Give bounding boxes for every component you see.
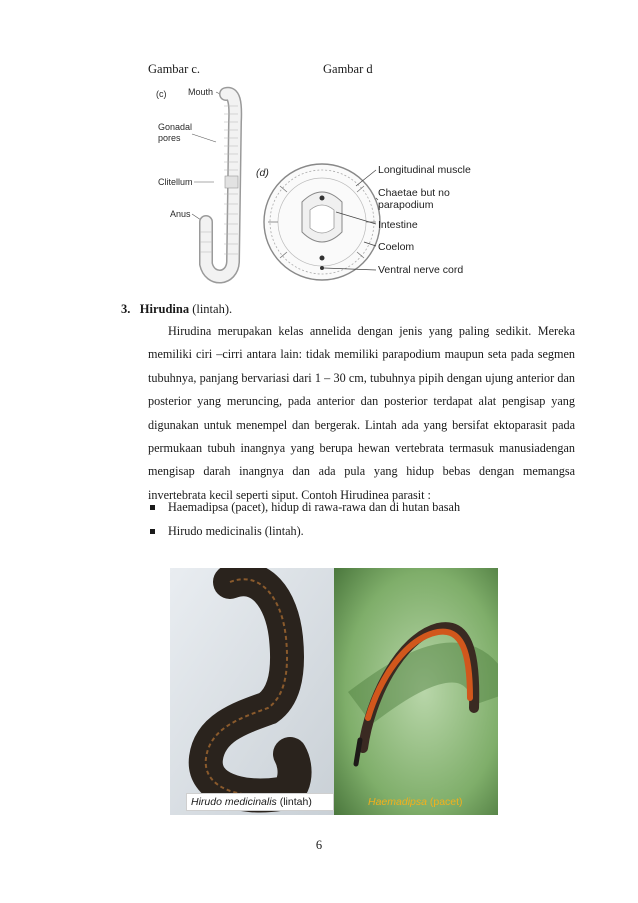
hirudo-caption: Hirudo medicinalis (lintah): [186, 793, 334, 811]
label-longitudinal-muscle: Longitudinal muscle: [378, 164, 471, 176]
section-heading: [121, 302, 232, 317]
bullet-list: [148, 499, 578, 547]
label-intestine: Intestine: [378, 219, 418, 231]
label-gonadal: Gonadal: [158, 122, 193, 132]
caption-gambar-d: Gambar d: [323, 62, 373, 76]
leech-photo: [170, 568, 498, 815]
annelid-diagram: [150, 82, 490, 292]
section-title: Hirudina: [139, 302, 190, 316]
haemadipsa-caption: Haemadipsa (pacet): [368, 796, 463, 808]
cross-section-diagram: [256, 164, 471, 280]
label-clitellum: Clitellum: [158, 177, 193, 187]
caption-gambar-c: Gambar c.: [148, 62, 201, 76]
list-item: Hirudo medicinalis (lintah).: [148, 523, 578, 547]
section-subtitle: (lintah).: [192, 302, 233, 316]
body-paragraph: [148, 320, 575, 507]
list-item: Haemadipsa (pacet), hidup di rawa-rawa dan di hutan basah: [148, 499, 578, 523]
label-parapodium: parapodium: [378, 199, 434, 211]
label-ventral-nerve-cord: Ventral nerve cord: [378, 264, 464, 276]
bullet-icon: [150, 505, 155, 510]
earthworm-diagram: [156, 87, 238, 277]
diagram-c-letter: (c): [156, 89, 167, 99]
label-pores: pores: [158, 133, 181, 143]
paragraph-text: Hirudina merupakan kelas annelida dengan jenis yang paling sedikit. Mereka memiliki ciri –cirri antara lain: tidak memiliki parapodium maupun seta pada segmen tubuhnya, panjang bervariasi dari 1 – 30 cm, tubuhnya pipih dengan ujung anterior dan posterior yang meruncing, pada anterior dan posterior terdapat alat pengisap yang digunakan untuk menempel dan bergerak. Lintah ada yang bersifat ektoparasit pada permukaan tubuh inangnya yang berupa hewan vertebrata termasuk manusiadengan mengisap darah inangnya dan ada pula yang hidup bebas dengan memangsa invertebrata kecil seperti siput. Contoh Hirudinea parasit :: [148, 324, 575, 502]
diagram-d-letter: (d): [256, 167, 269, 179]
page-number: 6: [315, 838, 323, 852]
label-mouth: Mouth: [188, 87, 214, 97]
label-chaetae: Chaetae but no: [378, 187, 450, 199]
bullet-icon: [150, 529, 155, 534]
label-coelom: Coelom: [378, 241, 415, 253]
section-number: 3.: [121, 302, 131, 316]
label-anus: Anus: [170, 209, 191, 219]
